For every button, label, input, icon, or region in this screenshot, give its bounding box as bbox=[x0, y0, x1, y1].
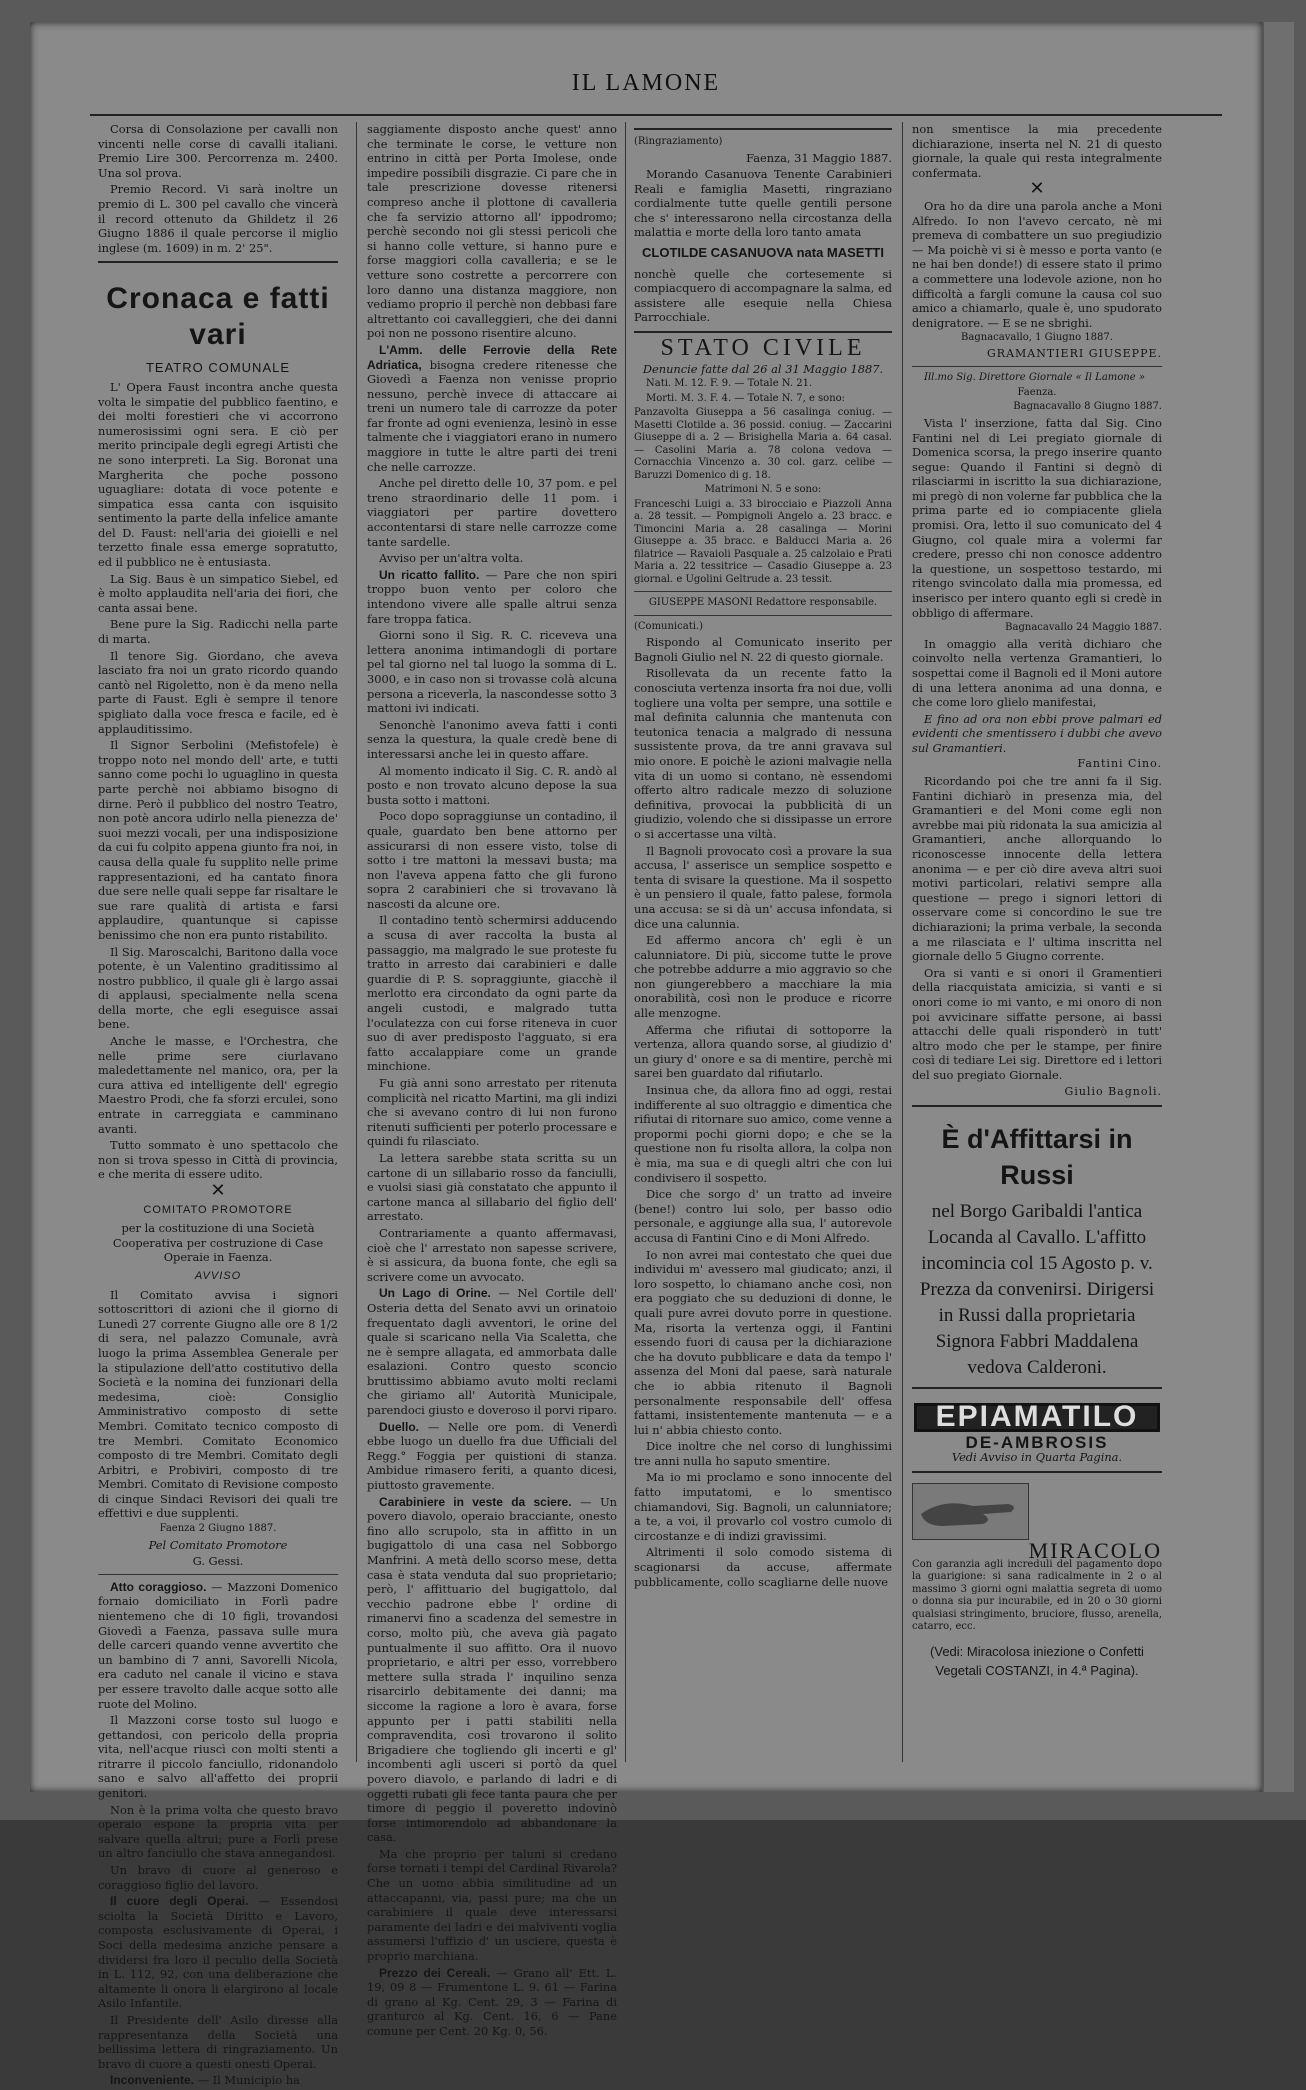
avviso-paragraph: Il Comitato avvisa i signori sottoscrittori di azioni che il giorno di Lunedì 27 corrente Giugno alle ore 8 1/2 di sera, nel palazzo Comunale, avrà luogo la prima Assemblea Generale per la stipulazione dell'atto costitutivo della Società e la nomina dei funzionari della medesima, cioè: Consiglio Amministrativo composto di sette Membri. Comitato tecnico composto di tre Membri. Comitato Economico composto di tre Membri. Comitato degli Arbitri, e Probiviri, composto di tre Membri. Comitato di Revisione composto di cinque Sindaci Revisori dei quali tre effettivi e due supplenti. bbox=[98, 1287, 338, 1521]
letter-paragraph: Ora si vanti e si onori il Gramentieri della riacquistata amicizia, si vanti e si onori come io mi vanto, e mi onoro di non poi avvicinare siffatte persone, ai bassi attacchi delle quali risponderò in tutt' altro modo che per le stampe, per finire così di tediare Lei sig. Direttore ed i lettori del suo pregiato Giornale. bbox=[912, 965, 1162, 1082]
ricatto-paragraph: Senonchè l'anonimo aveva fatti i conti senza la questura, la quale credè bene di interessarsi anche lei in questo affare. bbox=[367, 717, 617, 761]
epiamatilo-logo: EPIAMATILO bbox=[914, 1403, 1160, 1432]
column-1 bbox=[98, 122, 338, 2090]
section-rule bbox=[912, 1105, 1162, 1107]
morti-line: Morti. M. 3. F. 4. — Totale N. 7, e sono: bbox=[646, 392, 846, 404]
letter-city: Faenza. bbox=[1017, 386, 1057, 398]
stato-civile-heading: STATO CIVILE bbox=[660, 335, 866, 362]
section-rule bbox=[634, 591, 892, 592]
comunicato-paragraph: Dice che sorgo d' un tratto ad inveire (bene!) contro lui solo, per basso odio personale, e aggiunge alla sua, l' autorevole accusa di Fantini Cino e di Moni Alfredo. bbox=[634, 1187, 892, 1245]
ferrovie-paragraph: bisogna credere ritenesse che Giovedì a Faenza non venisse proprio nessuno, perchè invece di attaccare ai treni un numero tale di carrozze da poter far fronte ad ogni evenienza, lesinò in esse talmente che i viaggiatori erano in numero maggiore in tutte le altre parti dei treni che nelle carrozze. bbox=[367, 357, 618, 474]
letter-date: Bagnacavallo 24 Maggio 1887. bbox=[1005, 622, 1162, 634]
avviso-heading: AVVISO bbox=[194, 1269, 242, 1282]
avviso-signature-name: G. Gessi. bbox=[192, 1554, 244, 1569]
section-rule bbox=[634, 615, 892, 616]
ringraziamento-date: Faenza, 31 Maggio 1887. bbox=[746, 150, 892, 165]
lago-paragraph: — Nel Cortile dell' Osteria detta del Senato avvi un orinatoio frequentato dagli avventori, le orine del quale si scaricano nella Via Scaletta, che ne è sempre allagata, ed ammorbata dalle esalazioni. Contro questo sconcio bruttissimo abbiamo avuto molti reclami che giriamo all' Autorità Municipale, parendoci giusto e doveroso il porvi riparo. bbox=[367, 1286, 617, 1418]
prezzo-heading: Prezzo dei Cereali. bbox=[379, 1965, 491, 1980]
section-rule bbox=[98, 261, 338, 263]
ricatto-paragraph: La lettera sarebbe stata scritta su un cartone di un sillabario rosso da fanciulli, e vuolsi siasi già constatato che appunto il cartone manca al sillabario del figlio dell' arrestato. bbox=[367, 1150, 617, 1224]
ringraziamento-label: (Ringraziamento) bbox=[634, 136, 723, 147]
cuore-paragraph: Il Presidente dell' Asilo diresse alla rappresentanza della Società una bellissima lettera di ringraziamento. Un bravo di cuore a questi onesti Operai. bbox=[98, 2012, 338, 2071]
column-divider bbox=[625, 122, 626, 1762]
ferrovie-paragraph: Avviso per un'altra volta. bbox=[379, 551, 524, 566]
comitato-heading: COMITATO PROMOTORE bbox=[143, 1203, 293, 1216]
comunicato-paragraph: Ora ho da dire una parola anche a Moni Alfredo. Io non l'avevo cercato, nè mi premeva di combattere un suo pregiudizio — Ma poichè vi si è messo e porta vanto (e ne hai ben donde!) di essere stato il primo a commettere una lodevole azione, non ho difficoltà a fargli comune la causa col suo amico a chiamarlo, quale è, uno spudorato denigratore. — E se ne sbrighi. bbox=[912, 198, 1162, 330]
ricatto-paragraph: Al momento indicato il Sig. C. R. andò al posto e non trovato alcuno depose la sua busta sotto i mattoni. bbox=[367, 763, 617, 807]
comunicato-paragraph: Ma io mi proclamo e sono innocente del fatto imputatomi, e lo smentisco chiamandovi, Sig. Bagnoli, un calunniatore; a te, a voi, il provarlo col vostro cumolo di circostanze e di indizi gravissimi. bbox=[634, 1470, 892, 1543]
ferrovie-paragraph: Anche pel diretto delle 10, 37 pom. e pel treno straordinario delle 11 pom. i viaggiatori per partire dovettero accontentarsi di stare nelle carrozze come tante sardelle. bbox=[367, 476, 617, 549]
stato-civile-subtitle: Denuncie fatte dal 26 al 31 Maggio 1887. bbox=[642, 361, 884, 376]
column-2 bbox=[367, 122, 617, 2041]
duello-paragraph: — Nelle ore pom. di Venerdì ebbe luogo un duello fra due Ufficiali del Regg.° Foggia per quistioni di stanza. Ambidue rimasero feriti, a quanto dicesi, piuttosto gravemente. bbox=[367, 1419, 618, 1493]
duello-heading: Duello. bbox=[379, 1419, 420, 1434]
hand-illustration-icon bbox=[912, 1483, 1029, 1540]
avviso-signature: Pel Comitato Promotore bbox=[148, 1537, 288, 1552]
column-divider bbox=[356, 122, 357, 1762]
ricatto-heading: Un ricatto fallito. bbox=[379, 567, 480, 582]
avviso-date: Faenza 2 Giugno 1887. bbox=[159, 1523, 277, 1535]
ringraziamento-name: CLOTILDE CASANUOVA nata MASETTI bbox=[642, 245, 884, 261]
comunicati-label: (Comunicati.) bbox=[634, 620, 703, 632]
letter-paragraph: Vista l' inserzione, fatta dal Sig. Cino Fantini nel di Lei pregiato giornale di Domenica scorsa, la prego inserire quanto segue: Quando il Fantini si degnò di rilasciarmi in iscritto la sua dichiarazione, mi pregò di non volerne far pubblica che la prima parte ed io compiacente gliela promisi. Ora, letto il suo comunicato del 4 Giugno, col quale mira a volermi far credere, presso chi non conosce addentro la questione, un sospettoso testardo, mi ritengo svincolato dalla mia promessa, ed inserisco per intero quanto egli si credè in obbligo di affermare. bbox=[912, 415, 1162, 620]
letter-paragraph: Ricordando poi che tre anni fa il Sig. Fantini dichiarò in presenza mia, del Gramantieri e del Moni come egli non avrebbe mai più ridonata la sua amicizia al Gramantieri, anche allorquando lo riconoscesse innocente della lettera anonima — e per ciò dire aveva altri suoi motivi particolari, relativi sempre alla questione — prego i signori lettori di osservare come si concordino le sue tre dichiarazioni; la prima verbale, la seconda a me rilasciata e l' ultima inscritta nel giornale dello 5 Giugno corrente. bbox=[912, 774, 1162, 964]
teatro-paragraph: Bene pure la Sig. Radicchi nella parte di marta. bbox=[98, 617, 338, 647]
teatro-paragraph: La Sig. Baus è un simpatico Siebel, ed è molto applaudita nell'aria dei fiori, che canta assai bene. bbox=[98, 571, 338, 615]
comunicato-date: Bagnacavallo, 1 Giugno 1887. bbox=[961, 332, 1113, 344]
masthead-title: IL LAMONE bbox=[571, 70, 721, 96]
comunicato-paragraph: Risollevata da un recente fatto la conosciuta vertenza insorta fra noi due, volli togliere una volta per sempre, una sottile e mal definita calunnia che mantenuta con teutonica tenacia a malgrado di nessuna sussistente prova, da tre anni gravava sul mio onore. E poichè le azioni malvagie nella vita di un uomo si contano, nè essendomi offerto altro radicale mezzo di soluzione definitiva, provocai la pubblicità di un giudizio, volendo che si dissipasse un errore o si accertasse una viltà. bbox=[634, 666, 892, 841]
cross-ornament-icon: ✕ bbox=[1029, 178, 1045, 200]
corse-paragraph: saggiamente disposto anche quest' anno che terminate le corse, le vetture non entrino in città per Porta Imolese, onde impedire possibili disgrazie. Ci pare che in tale prescrizione dovesse ritenersi compreso anche il plottone di cavalleria che fa servizio attorno all' ippodromo; perchè secondo noi gli stessi pericoli che si hanno colle vetture, si hanno pure e forse maggiori colla cavalleria; e se le vetture sono costrette a percorrere con loro danno una distanza maggiore, non vediamo proprio il perchè non debbasi fare altrettanto coi cavalleggieri, che dei danni poi non ne possono risentire alcuno. bbox=[367, 122, 617, 341]
miracolo-heading: MIRACOLO bbox=[1028, 1537, 1162, 1563]
miracolo-body: Con garanzia agli increduli del pagamento dopo la guarigione: si sana radicalmente in 2 o al massimo 3 giorni ogni malattia segreta di uomo o donna sia pur incurabile, ed in 20 o 30 giorni qualsiasi stringimento, bruciore, flusso, arenella, catarro, ecc. bbox=[912, 1558, 1162, 1632]
comitato-subtitle: per la costituzione di una Società Cooperativa per costruzione di Case Operaie in Faenza. bbox=[112, 1221, 324, 1265]
atto-heading: Atto coraggioso. bbox=[110, 1579, 207, 1594]
ringraziamento-paragraph: Morando Casanuova Tenente Carabinieri Reali e famiglia Masetti, ringraziano cordialmente tutte quelle gentili persone che s' interessarono nella circostanza della malattia e morte della loro tanto amata bbox=[634, 167, 892, 240]
cronaca-heading: Cronaca e fatti vari bbox=[106, 282, 330, 352]
letter-signature: Giulio Bagnoli. bbox=[1064, 1084, 1162, 1098]
miracolo-vedi: (Vedi: Miracolosa iniezione o Confetti Vegetali COSTANZI, in 4.ª Pagina). bbox=[930, 1643, 1144, 1678]
ricatto-paragraph: Fu già anni sono arrestato per ritenuta complicità nel ricatto Martini, ma gli indizi che si avevano contro di lui non furono ritenuti sufficienti per poterlo processare e quindi fu rilasciato. bbox=[367, 1076, 617, 1149]
matrimoni-line: Matrimoni N. 5 e sono: bbox=[704, 484, 822, 496]
comunicato-paragraph: Rispondo al Comunicato inserito per Bagnoli Giulio nel N. 22 di questo giornale. bbox=[634, 635, 892, 664]
binding-edge bbox=[1262, 22, 1294, 1792]
teatro-heading: TEATRO COMUNALE bbox=[145, 360, 291, 376]
corsa-paragraph: Corsa di Consolazione per cavalli non vincenti nelle corse di cavalli italiani. Premio Lire 300. Percorrenza m. 2400. Una sol prova. bbox=[98, 122, 338, 180]
ricatto-paragraph: Contrariamente a quanto affermavasi, cioè che l' arrestato non sapesse scrivere, è si assicura, da buona fonte, che egli sa scrivere come un avvocato. bbox=[367, 1225, 617, 1284]
comunicato-paragraph: Altrimenti il solo comodo sistema di scagionarsi da accuse, affermate pubblicamente, collo scagliarne delle nuove bbox=[634, 1545, 892, 1589]
nati-line: Nati. M. 12. F. 9. — Totale N. 21. bbox=[646, 378, 813, 390]
comunicato-paragraph: Ed affermo ancora ch' egli è un calunniatore. Di più, siccome tutte le prove che potrebbe addurre a mio aggravio so che non giungerebbero a macchiare la mia onorabilità, così non le produce e ricorre alle menzogne. bbox=[634, 933, 892, 1021]
comunicato-paragraph: Afferma che rifiutai di sottoporre la vertenza, allora quando sorse, al giudizio d' un giury d' onore e sa di mentire, perchè mi sarei ben guardato dal rifiutarlo. bbox=[634, 1022, 892, 1081]
comunicato-paragraph: Insinua che, da allora fino ad oggi, restai indifferente al suo oltraggio e dimentica che rifiutai di ritornare suo amico, come venne a propormi pochi giorni dopo; e che se la questione non fu risolta allora, la colpa non è mia, ma sua e di quegli altri che con lui condivisero il sospetto. bbox=[634, 1083, 892, 1185]
prezzo-paragraph: — Grano all' Ett. L. 19, 09 8 — Frumentone L. 9. 61 — Farina di grano al Kg. Cent. 29, 3 — Farina di granturco al Kg. Cent. 16, 6 — Pane comune per Cent. 20 Kg. 0, 56. bbox=[367, 1965, 618, 2038]
atto-paragraph: Non è la prima volta che questo bravo operaio espone la propria vita per salvare quella altrui; pure a Forlì prese un altro fanciullo che stava annegandosi. bbox=[98, 1802, 338, 1861]
comunicato-paragraph: Il Bagnoli provocato così a provare la sua accusa, l' asserisce un semplice sospetto e tenta di svisare la questione. Ma il sospetto è un pensiero il quale, fatto palese, formola una accusa: se si dà un' accusa infondata, si dice una calunnia. bbox=[634, 843, 892, 931]
section-rule bbox=[634, 331, 892, 333]
ricatto-paragraph: Poco dopo sopraggiunse un contadino, il quale, guardato ben bene attorno per assicurarsi di non essere visto, tolse di sotto i tre mattoni la messavi busta; ma non l'aveva appena fatto che gli furono sopra 2 carabinieri che si trovavano là nascosti da alcune ore. bbox=[367, 809, 617, 911]
morti-list: Panzavolta Giuseppa a 56 casalinga coniug. — Masetti Clotilde a. 36 possid. coniug. — Zaccarini Giuseppe di a. 2 — Brisighella Maria a. 64 casal. — Casolini Maria a. 78 colona vedova — Cornacchia Vincenzo a. 30 col. garz. celibe — Baruzzi Domenico di g. 18. bbox=[634, 407, 892, 481]
comunicato-paragraph: Io non avrei mai contestato che quei due individui m' avessero mal giudicato; anzi, il loro sospetto, lo chiamano anche così, non era poggiato che su deduzioni di donne, le quali pure avrei dovuto porre in questione. Ma, risorta la vertenza oggi, il Fantini essendo fuori di causa per la dichiarazione che ha dovuto pubblicare e data da tempo l' assenza del Moni dal paese, sarà naturale che io abbia ritenuto il Bagnoli personalmente responsabile dell' offesa fattami, insistentemente mantenuta — e a lui n' abbia chiesto conto. bbox=[634, 1247, 892, 1437]
letter-paragraph: In omaggio alla verità dichiaro che coinvolto nella vertenza Gramantieri, lo sospettai come il Bagnoli ed il Moni autore di una lettera anonima ad una donna, e che come loro glielo manifestai, bbox=[912, 636, 1162, 710]
section-rule bbox=[912, 1471, 1162, 1473]
cuore-paragraph: — Essendosi sciolta la Società Diritto e Lavoro, composta esclusivamente di Operai, i Soci della medesima anziche pensare a dividersi fra loro il peculio della Società in L. 112, 92, con una deliberazione che altamente li onora li elargirono al locale Asilo Infantile. bbox=[98, 1894, 339, 2011]
teatro-paragraph: Il tenore Sig. Giordano, che aveva lasciato fra noi un grato ricordo quando cantò nel Rigoletto, non è da meno nella parte di Faust. Egli è sempre il tenore spigliato dalla voce fresca e facile, ed è applauditissimo. bbox=[98, 648, 338, 736]
teatro-paragraph: Anche le masse, e l'Orchestra, che nelle prime sere ciurlavano maledettamente nel manico, ora, per la cura attiva ed intelligente dell' egregio Maestro Prodi, che fa sforzi erculei, sono entrate in carreggiata e camminano avanti. bbox=[98, 1034, 338, 1136]
teatro-paragraph: Tutto sommato è uno spettacolo che non si trova spesso in Città di provincia, e che merita di essere udito. bbox=[98, 1138, 338, 1182]
matrimoni-list: Franceschi Luigi a. 33 birocciaio e Piazzoli Anna a. 28 tessit. — Pompignoli Angelo a. 23 bracc. e Timoncini Maria a. 28 casalinga — Morini Giuseppe a. 35 bracc. e Balducci Maria a. 26 filatrice — Ravaioli Pasquale a. 25 calzolaio e Prati Maria a. 22 tessitrice — Casadio Giuseppe a. 23 giornal. e Ugolini Geltrude a. 23 tessit. bbox=[634, 498, 892, 585]
ferrovie-heading: L'Amm. delle Ferrovie della Rete Adriatica, bbox=[367, 342, 617, 372]
column-4 bbox=[912, 122, 1162, 1680]
atto-paragraph: Un bravo di cuore al generoso e coraggioso figlio del lavoro. bbox=[98, 1863, 338, 1892]
letter-recipient: Ill.mo Sig. Direttore Giornale « Il Lamone » bbox=[924, 372, 1145, 384]
epiamatilo-maker: DE-AMBROSIS bbox=[965, 1432, 1109, 1452]
redattore-line: GIUSEPPE MASONI Redattore responsabile. bbox=[648, 597, 878, 609]
letter-paragraph: E fino ad ora non ebbi prove palmari ed evidenti che smentissero i dubbi che avevo sul Gramantieri. bbox=[912, 711, 1162, 755]
cross-ornament-icon: ✕ bbox=[210, 1180, 226, 1201]
column-3 bbox=[634, 122, 892, 1591]
lago-heading: Un Lago di Orine. bbox=[379, 1286, 491, 1301]
ricatto-paragraph: Giorni sono il Sig. R. C. riceveva una lettera anonima intimandogli di portare pel tal giorno nel tal luogo la somma di L. 3000, e in caso non si trovasse colà alcuna persona a riceverla, la nascondesse sotto 3 mattoni ivi indicati. bbox=[367, 628, 617, 716]
section-rule bbox=[98, 1574, 338, 1575]
ringraziamento-paragraph: nonchè quelle che cortesemente si compiacquero di accompagnare la salma, ed assistere alle esequie nella Chiesa Parrocchiale. bbox=[634, 266, 892, 325]
atto-paragraph: — Mazzoni Domenico fornaio domiciliato in Forlì padre nientemeno che di 10 figli, trovandosi Giovedì a Faenza, passava sulle mura delle carceri quando venne avvertito che un bambino di 7 anni, Savorelli Nicola, era caduto nel canale il vicino e stava per essere travolto dalle acque sotto alle ruote del Molino. bbox=[98, 1579, 338, 1711]
carabiniere-paragraph: Ma che proprio per taluni si credano forse tornati i tempi del Cardinal Rivarola? Che un uomo abbia similitudine ad un attaccapanni, via, passi pure; ma che un carabiniere il quale deve interessarsi paramente dei ladri e dei malviventi voglia assumersi l'uffizio d' un usciere, questa è proprio marchiana. bbox=[367, 1846, 617, 1964]
atto-paragraph: Il Mazzoni corse tosto sul luogo e gettandosi, con pericolo della propria vita, nell'acque riuscì con molti stenti a ritrarre il piccolo fanciullo, ridonandolo sano e salvo all'affetto dei proprii genitori. bbox=[98, 1713, 338, 1801]
ricatto-paragraph: Il contadino tentò schermirsi adducendo a scusa di aver raccolta la busta al passaggio, ma malgrado le sue proteste fu tratto in arresto dai carabinieri e dalle guardie di P. S. sopraggiunte, giacchè il merlotto era circondato da ogni parte da angeli custodi, e malgrado tutta l'oculatezza con cui forse riteneva in cuor suo di aver predisposto l'agguato, si era fatto accalappiare come un grande minchione. bbox=[367, 913, 617, 1074]
record-paragraph: Premio Record. Vi sarà inoltre un premio di L. 300 pel cavallo che vincerà il record ottenuto da Ghildetz il 26 Giugno 1886 il quale percorse il miglio inglese (m. 1609) in m. 2' 25". bbox=[98, 182, 338, 255]
letter-signature: Fantini Cino. bbox=[1077, 757, 1162, 771]
inconveniente-heading: Inconveniente. bbox=[110, 2073, 195, 2088]
comunicato-signature: GRAMANTIERI GIUSEPPE. bbox=[987, 346, 1162, 360]
section-rule bbox=[912, 1387, 1162, 1389]
column-divider bbox=[902, 122, 903, 1762]
teatro-paragraph: Il Sig. Maroscalchi, Baritono dalla voce potente, è un Valentino graditissimo al nostro pubblico, il quale gli è largo assai di applausi, specialmente nella scena della morte, che egli eseguisce assai bene. bbox=[98, 944, 338, 1032]
newspaper-page bbox=[30, 22, 1262, 2088]
carabiniere-heading: Carabiniere in veste da sciere. bbox=[379, 1494, 572, 1509]
ricatto-paragraph: — Pare che non spiri troppo buon vento per coloro che intendono vivere alle spalle altrui senza fare troppa fatica. bbox=[367, 567, 618, 626]
section-rule bbox=[912, 366, 1162, 367]
comunicato-paragraph: Dice inoltre che nel corso di lunghissimi tre anni nulla ho saputo smentire. bbox=[634, 1439, 892, 1468]
cuore-heading: Il cuore degli Operai. bbox=[110, 1894, 249, 1909]
teatro-paragraph: Il Signor Serbolini (Mefistofele) è troppo noto nel mondo dell' arte, e tutti sanno come pochi lo uguaglino in questa parte perchè noi abbiamo bisogno di dirne. Però il pubblico del nostro Teatro, non potè ancora udirlo nella pienezza de' suoi mezzi vocali, per una indisposizione da cui fu colpito appena giunto fra noi, in causa della quale fu supplito nelle prime rappresentazioni, ed ha cantato finora due sere nelle quali seppe far risaltare le sue rare qualità di artista e farsi applaudire, quantunque si capisse benissimo che non era punto ristabilito. bbox=[98, 738, 338, 942]
letter-date: Bagnacavallo 8 Giugno 1887. bbox=[1013, 401, 1162, 413]
inconveniente-paragraph: — Il Municipio ha bbox=[197, 2073, 300, 2088]
affitto-ad-heading: È d'Affittarsi in Russi bbox=[941, 1124, 1133, 1191]
comunicato-paragraph: non smentisce la mia precedente dichiarazione, inserta nel N. 21 di questo giornale, la quale qui resta integralmente confermata. bbox=[912, 122, 1162, 180]
affitto-ad-body: nel Borgo Garibaldi l'antica Locanda al Cavallo. L'affitto incomincia col 15 Agosto p. v. Prezza da convenirsi. Dirigersi in Russi dalla proprietaria Signora Fabbri Maddalena vedova Calderoni. bbox=[919, 1201, 1155, 1379]
section-rule bbox=[634, 128, 892, 130]
header-rule bbox=[90, 114, 1222, 116]
epiamatilo-note: Vedi Avviso in Quarta Pagina. bbox=[951, 1450, 1123, 1465]
carabiniere-paragraph: — Un povero diavolo, operaio bracciante, onesto fino allo scrupolo, sta in affitto in un bugigattolo di una casa nel Sobborgo Manfrini. A metà dello scorso mese, detta casa è stata venduta dal suo proprietario; però, l' affittuario del bugigattolo, dal vecchio padrone ebbe l' ordine di rimanervi fino a scadenza del semestre in corso, molto più, che aveva già pagato puntualmente il suo affitto. Ora il nuovo proprietario, e altri per esso, vorrebbero mettere sulla strada l' inquilino senza risarcirlo debitamente dei danni; ma siccome la ragione a loro è avara, forse appunto per i patti stabiliti nella compravendita, così trovarono il solito Brigadiere che togliendo gli incerti e gl' incombenti agli usceri si portò da quel povero diavolo, e parlando di ladri e di oggetti rubati gli fece tanta paura che per timore di peggio il poveretto indovinò forse intimorendolo ad abbandonare la casa. bbox=[367, 1494, 617, 1845]
teatro-paragraph: L' Opera Faust incontra anche questa volta le simpatie del pubblico faentino, e dei molti forestieri che vi accorrono numerosissimi ogni sera. E ciò per merito principale degli egregi Artisti che ne sono interpreti. La Sig. Boronat una Margherita che poche possono uguagliare: dotata di voce potente e simpatica essa canta con isquisito sentimento la parte della infelice amante del D. Faust: nell'aria dei gioielli e nel terzetto finale essa emerge sopratutto, ed il pubblico ne è entusiasta. bbox=[98, 379, 338, 570]
